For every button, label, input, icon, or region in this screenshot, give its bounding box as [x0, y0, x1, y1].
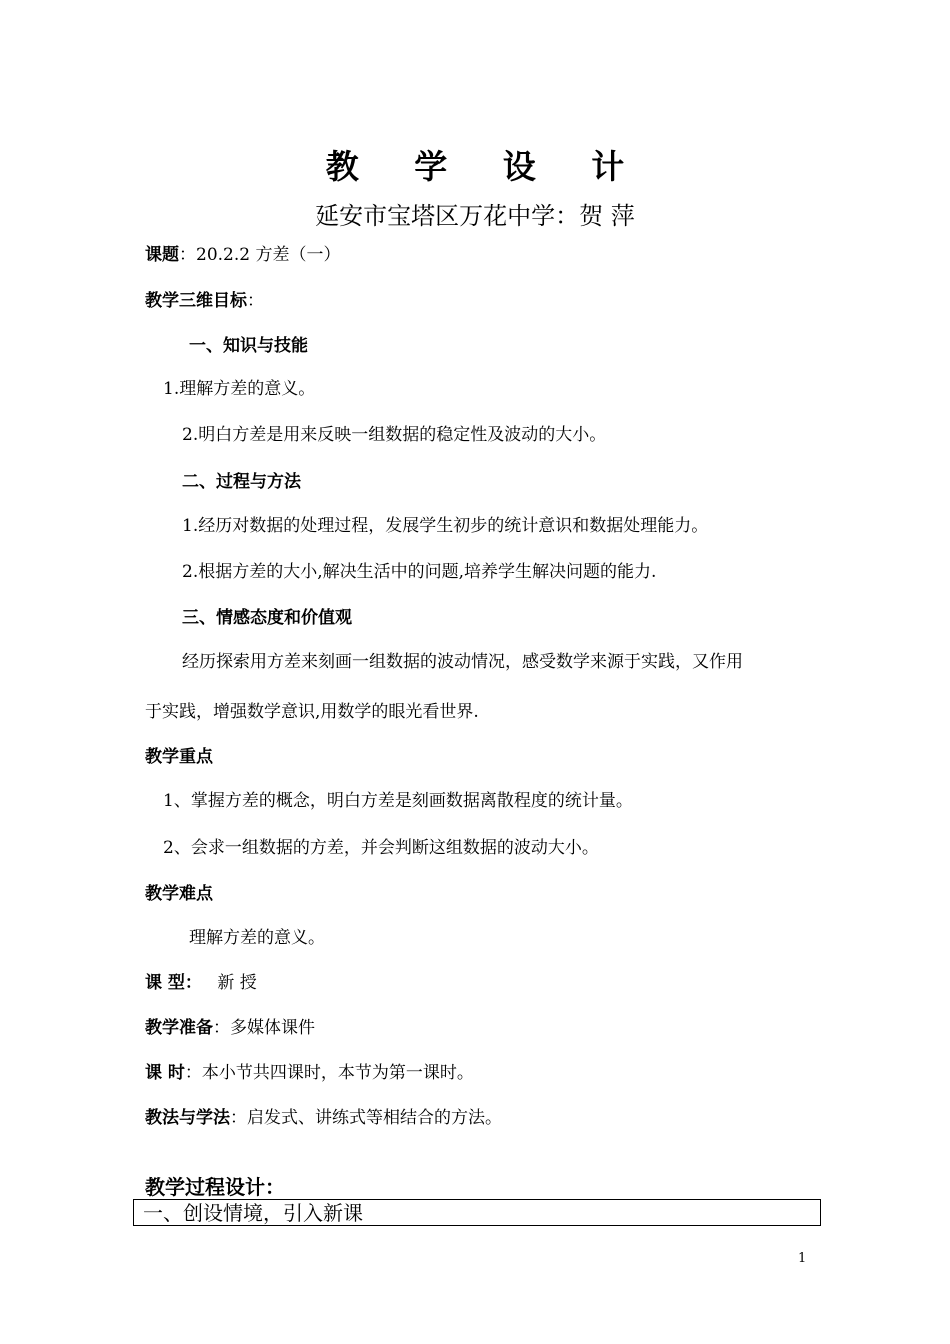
objectives-heading: 教学三维目标 [145, 291, 247, 311]
key-point-2: 2、会求一组数据的方差，并会判断这组数据的波动大小。 [163, 838, 599, 858]
topic-line [145, 244, 340, 266]
difficulty-text: 理解方差的意义。 [189, 928, 325, 948]
knowledge-item-2: 2.明白方差是用来反映一组数据的稳定性及波动的大小。 [182, 425, 607, 445]
process-item-1: 1.经历对数据的处理过程，发展学生初步的统计意识和数据处理能力。 [182, 516, 709, 536]
lesson-type-label: 课 型： [145, 973, 202, 993]
topic-label: 课题 [145, 245, 179, 265]
lesson-type-value: 新 授 [217, 973, 257, 993]
emotion-text-line-2: 于实践，增强数学意识,用数学的眼光看世界. [145, 702, 479, 722]
author-line: 延安市宝塔区万花中学：贺 萍 [315, 202, 635, 230]
difficulty-heading: 教学难点 [145, 884, 213, 904]
process-table [133, 1199, 821, 1226]
lesson-type-line [145, 972, 257, 994]
process-heading: 二、过程与方法 [182, 472, 301, 492]
process-table-first-row: 一、创设情境，引入新课 [143, 1201, 363, 1225]
objectives-colon: ： [247, 291, 264, 311]
methods-value: ：启发式、讲练式等相结合的方法。 [230, 1108, 502, 1128]
methods-label: 教法与学法 [145, 1108, 230, 1128]
preparation-line [145, 1017, 315, 1039]
document-title: 教 学 设 计 [325, 147, 647, 186]
topic-value: ：20.2.2 方差（一） [179, 245, 341, 265]
class-hours-value: ：本小节共四课时，本节为第一课时。 [184, 1063, 474, 1083]
key-point-1: 1、掌握方差的概念，明白方差是刻画数据离散程度的统计量。 [163, 791, 633, 811]
emotion-text-line-1: 经历探索用方差来刻画一组数据的波动情况，感受数学来源于实践，又作用 [182, 652, 743, 672]
process-design-heading: 教学过程设计： [145, 1175, 285, 1199]
methods-line [145, 1107, 502, 1129]
preparation-label: 教学准备 [145, 1018, 213, 1038]
key-points-heading: 教学重点 [145, 747, 213, 767]
class-hours-label: 课 时 [145, 1063, 185, 1083]
class-hours-line [145, 1062, 474, 1084]
knowledge-item-1: 1.理解方差的意义。 [163, 379, 316, 399]
emotion-heading: 三、情感态度和价值观 [182, 608, 352, 628]
knowledge-heading: 一、知识与技能 [189, 336, 308, 356]
preparation-value: ：多媒体课件 [213, 1018, 315, 1038]
objectives-heading-line [145, 290, 264, 312]
page-number: 1 [798, 1251, 807, 1266]
process-item-2: 2.根据方差的大小,解决生活中的问题,培养学生解决问题的能力. [182, 562, 657, 582]
